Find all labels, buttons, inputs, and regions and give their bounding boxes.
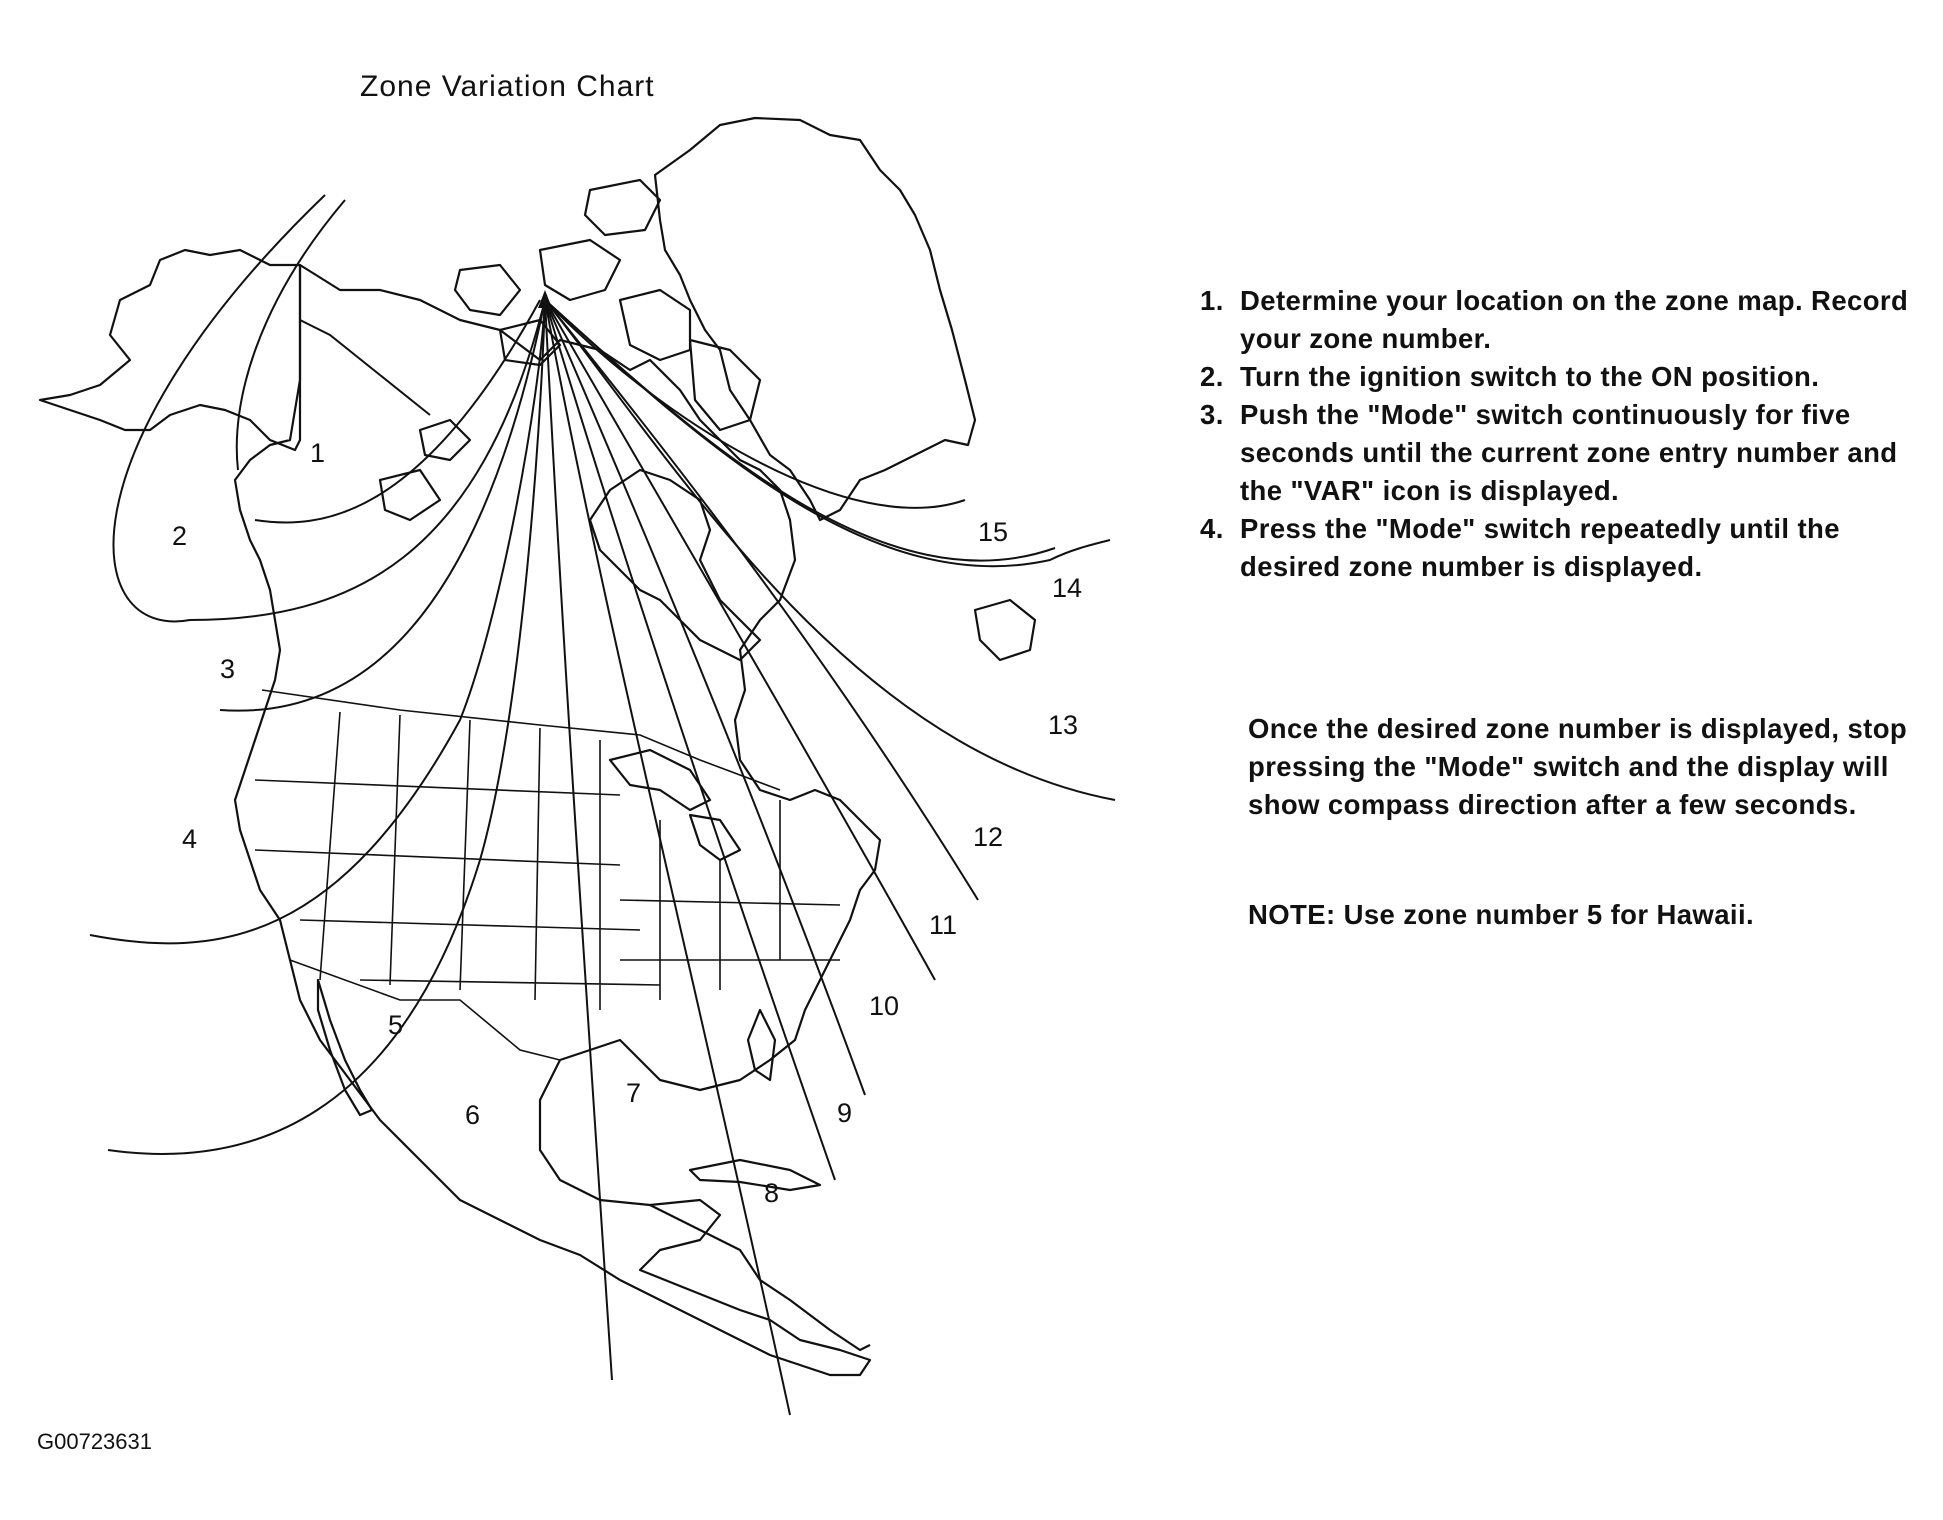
step-number: 3.	[1200, 399, 1224, 430]
zone-boundary-11-12	[545, 300, 978, 900]
alaska-outline	[40, 250, 300, 450]
zone-label-2: 2	[172, 521, 188, 551]
step-text: Push the "Mode" switch continuously for five seconds until the current zone entry number and the "VAR" icon is displayed.	[1240, 399, 1898, 506]
zone-label-15: 15	[978, 517, 1009, 547]
instruction-step	[1192, 358, 1932, 396]
step-number: 2.	[1200, 361, 1224, 392]
canada-us-border	[262, 690, 780, 790]
zone-boundary-2-alaska-b	[300, 320, 430, 415]
zone-label-13: 13	[1048, 710, 1079, 740]
cuba-outline	[690, 1160, 820, 1190]
arctic-island	[620, 290, 690, 360]
zone-boundary-10-11	[545, 300, 935, 980]
step-number: 4.	[1200, 513, 1224, 544]
arctic-island	[690, 340, 760, 430]
zone-boundary-9-10	[545, 300, 865, 1095]
step-text: Press the "Mode" switch repeatedly until the desired zone number is displayed.	[1240, 513, 1840, 582]
greenland-outline	[655, 118, 975, 520]
island-baffin-inlet	[380, 470, 440, 520]
zone-label-6: 6	[465, 1100, 481, 1130]
zone-boundary-6-7	[545, 300, 612, 1380]
zone-label-8: 8	[764, 1178, 780, 1208]
display-instruction-paragraph: Once the desired zone number is displayed, stop pressing the "Mode" switch and the display will show compass direction after a few seconds.	[1248, 713, 1908, 820]
zone-label-10: 10	[869, 991, 900, 1021]
zone-label-9: 9	[837, 1098, 853, 1128]
step-text: Turn the ignition switch to the ON position.	[1240, 361, 1820, 392]
zone-label-4: 4	[182, 824, 198, 854]
zone-label-3: 3	[220, 654, 236, 684]
zone-boundary-1-2	[255, 300, 540, 523]
instruction-step	[1192, 282, 1932, 358]
arctic-island	[500, 320, 560, 365]
map-title: Zone Variation Chart	[360, 70, 655, 103]
step-number: 1.	[1200, 285, 1224, 316]
zone-label-1: 1	[310, 438, 326, 468]
hawaii-note: NOTE: Use zone number 5 for Hawaii.	[1248, 899, 1755, 930]
zone-boundary-5-6	[108, 300, 545, 1154]
zone-boundary-2-3	[113, 195, 545, 621]
zone-boundary-3-4	[220, 300, 545, 711]
figure-id: G00723631	[37, 1429, 152, 1454]
zone-boundary-8-9	[545, 300, 835, 1180]
step-text: Determine your location on the zone map. Record your zone number.	[1240, 285, 1909, 354]
arctic-island	[540, 240, 620, 300]
great-lakes	[690, 815, 740, 860]
arctic-island	[455, 265, 520, 315]
instruction-step	[1192, 396, 1932, 510]
zone-label-5: 5	[388, 1010, 404, 1040]
mexico-border	[290, 960, 560, 1060]
state-borders	[255, 712, 840, 1010]
hudson-bay-outline	[590, 470, 760, 660]
zone-label-7: 7	[626, 1078, 642, 1108]
zone-label-12: 12	[973, 822, 1004, 852]
florida-outline	[748, 1010, 775, 1080]
magnetic-pole-marker	[538, 290, 552, 308]
zone-label-11: 11	[929, 910, 958, 940]
zone-label-14: 14	[1052, 573, 1083, 603]
great-lakes	[610, 750, 710, 810]
zone-boundary-4-5	[90, 300, 545, 943]
newfoundland-outline	[975, 600, 1035, 660]
instruction-step	[1192, 510, 1932, 586]
arctic-island	[585, 180, 660, 235]
instruction-list	[1192, 282, 1932, 586]
